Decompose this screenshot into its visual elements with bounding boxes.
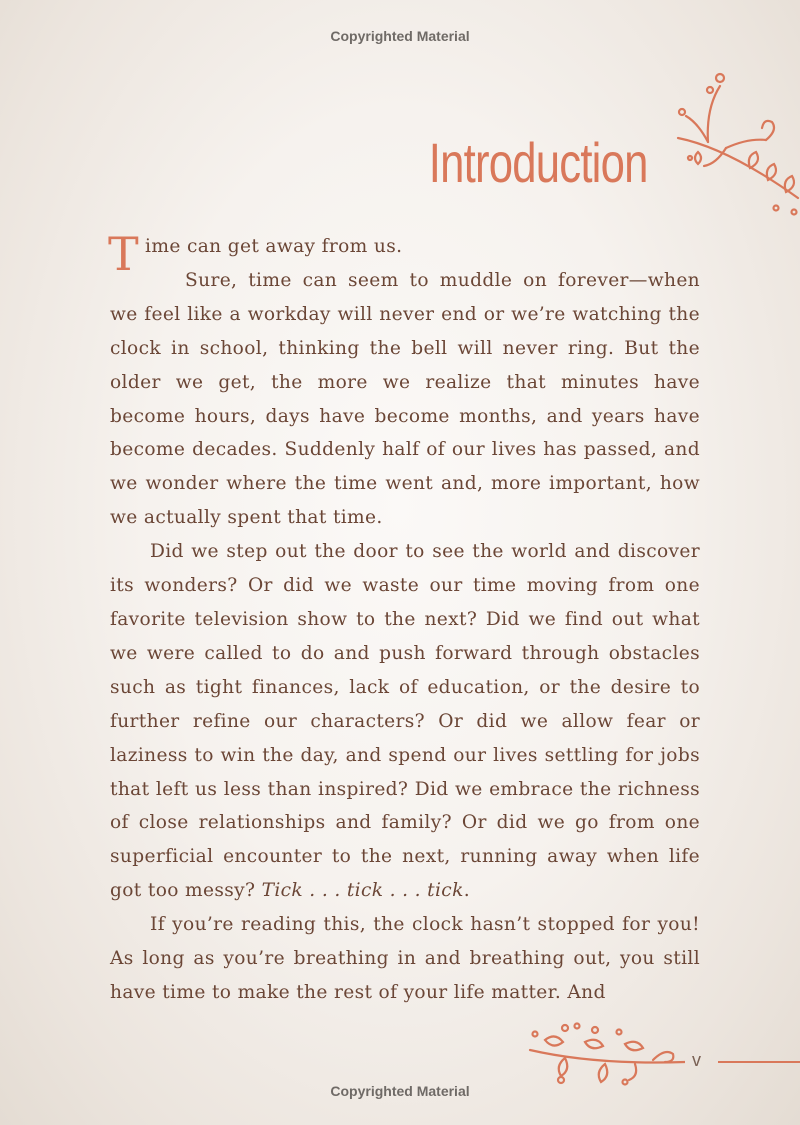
floral-sprig-icon: [668, 68, 800, 216]
paragraph-3-end: .: [463, 880, 470, 902]
paragraph-1: [108, 227, 700, 281]
page-number: v: [692, 1050, 701, 1070]
paragraph-3: [110, 535, 700, 908]
drop-cap: T: [108, 227, 140, 281]
chapter-title: Introduction: [429, 130, 648, 194]
copyright-notice-bottom: Copyrighted Material: [330, 1083, 470, 1099]
paragraph-2: Sure, time can seem to muddle on forever—when we feel like a workday will never end or we’re watching the clock in school, thinking the bell will never ring. But the older we get, the more we realize that minutes have become hours, days have become months, and years have become decades. Suddenly half of our lives has passed, and we wonder where the time went and, more important, how we actually spent that time.: [110, 269, 700, 529]
body-text: [108, 227, 700, 1010]
paragraph-3-text: Did we step out the door to see the world and discover its wonders? Or did we waste our time moving from one favorite television show to the next? Did we find out what we were called to do and push forward through obstacles such as tight finances, lack of education, or the desire to further refine our characters? Or did we allow fear or laziness to win the day, and spend our lives settling for jobs that left us less than inspired? Did we embrace the richness of close relationships and family? Or did we go from one superficial encounter to the next, running away when life got too messy?: [110, 541, 700, 902]
paragraph-1-text: ime can get away from us.: [145, 236, 403, 257]
folio-rule: [718, 1061, 800, 1063]
copyright-notice-top: Copyrighted Material: [330, 28, 470, 44]
floral-sprig-footer-icon: [525, 1020, 685, 1090]
tick-italic: Tick . . . tick . . . tick: [261, 880, 464, 902]
paragraph-4: If you’re reading this, the clock hasn’t stopped for you! As long as you’re breathing in and breathing out, you still have time to make the rest of your life matter. And: [110, 914, 700, 1003]
